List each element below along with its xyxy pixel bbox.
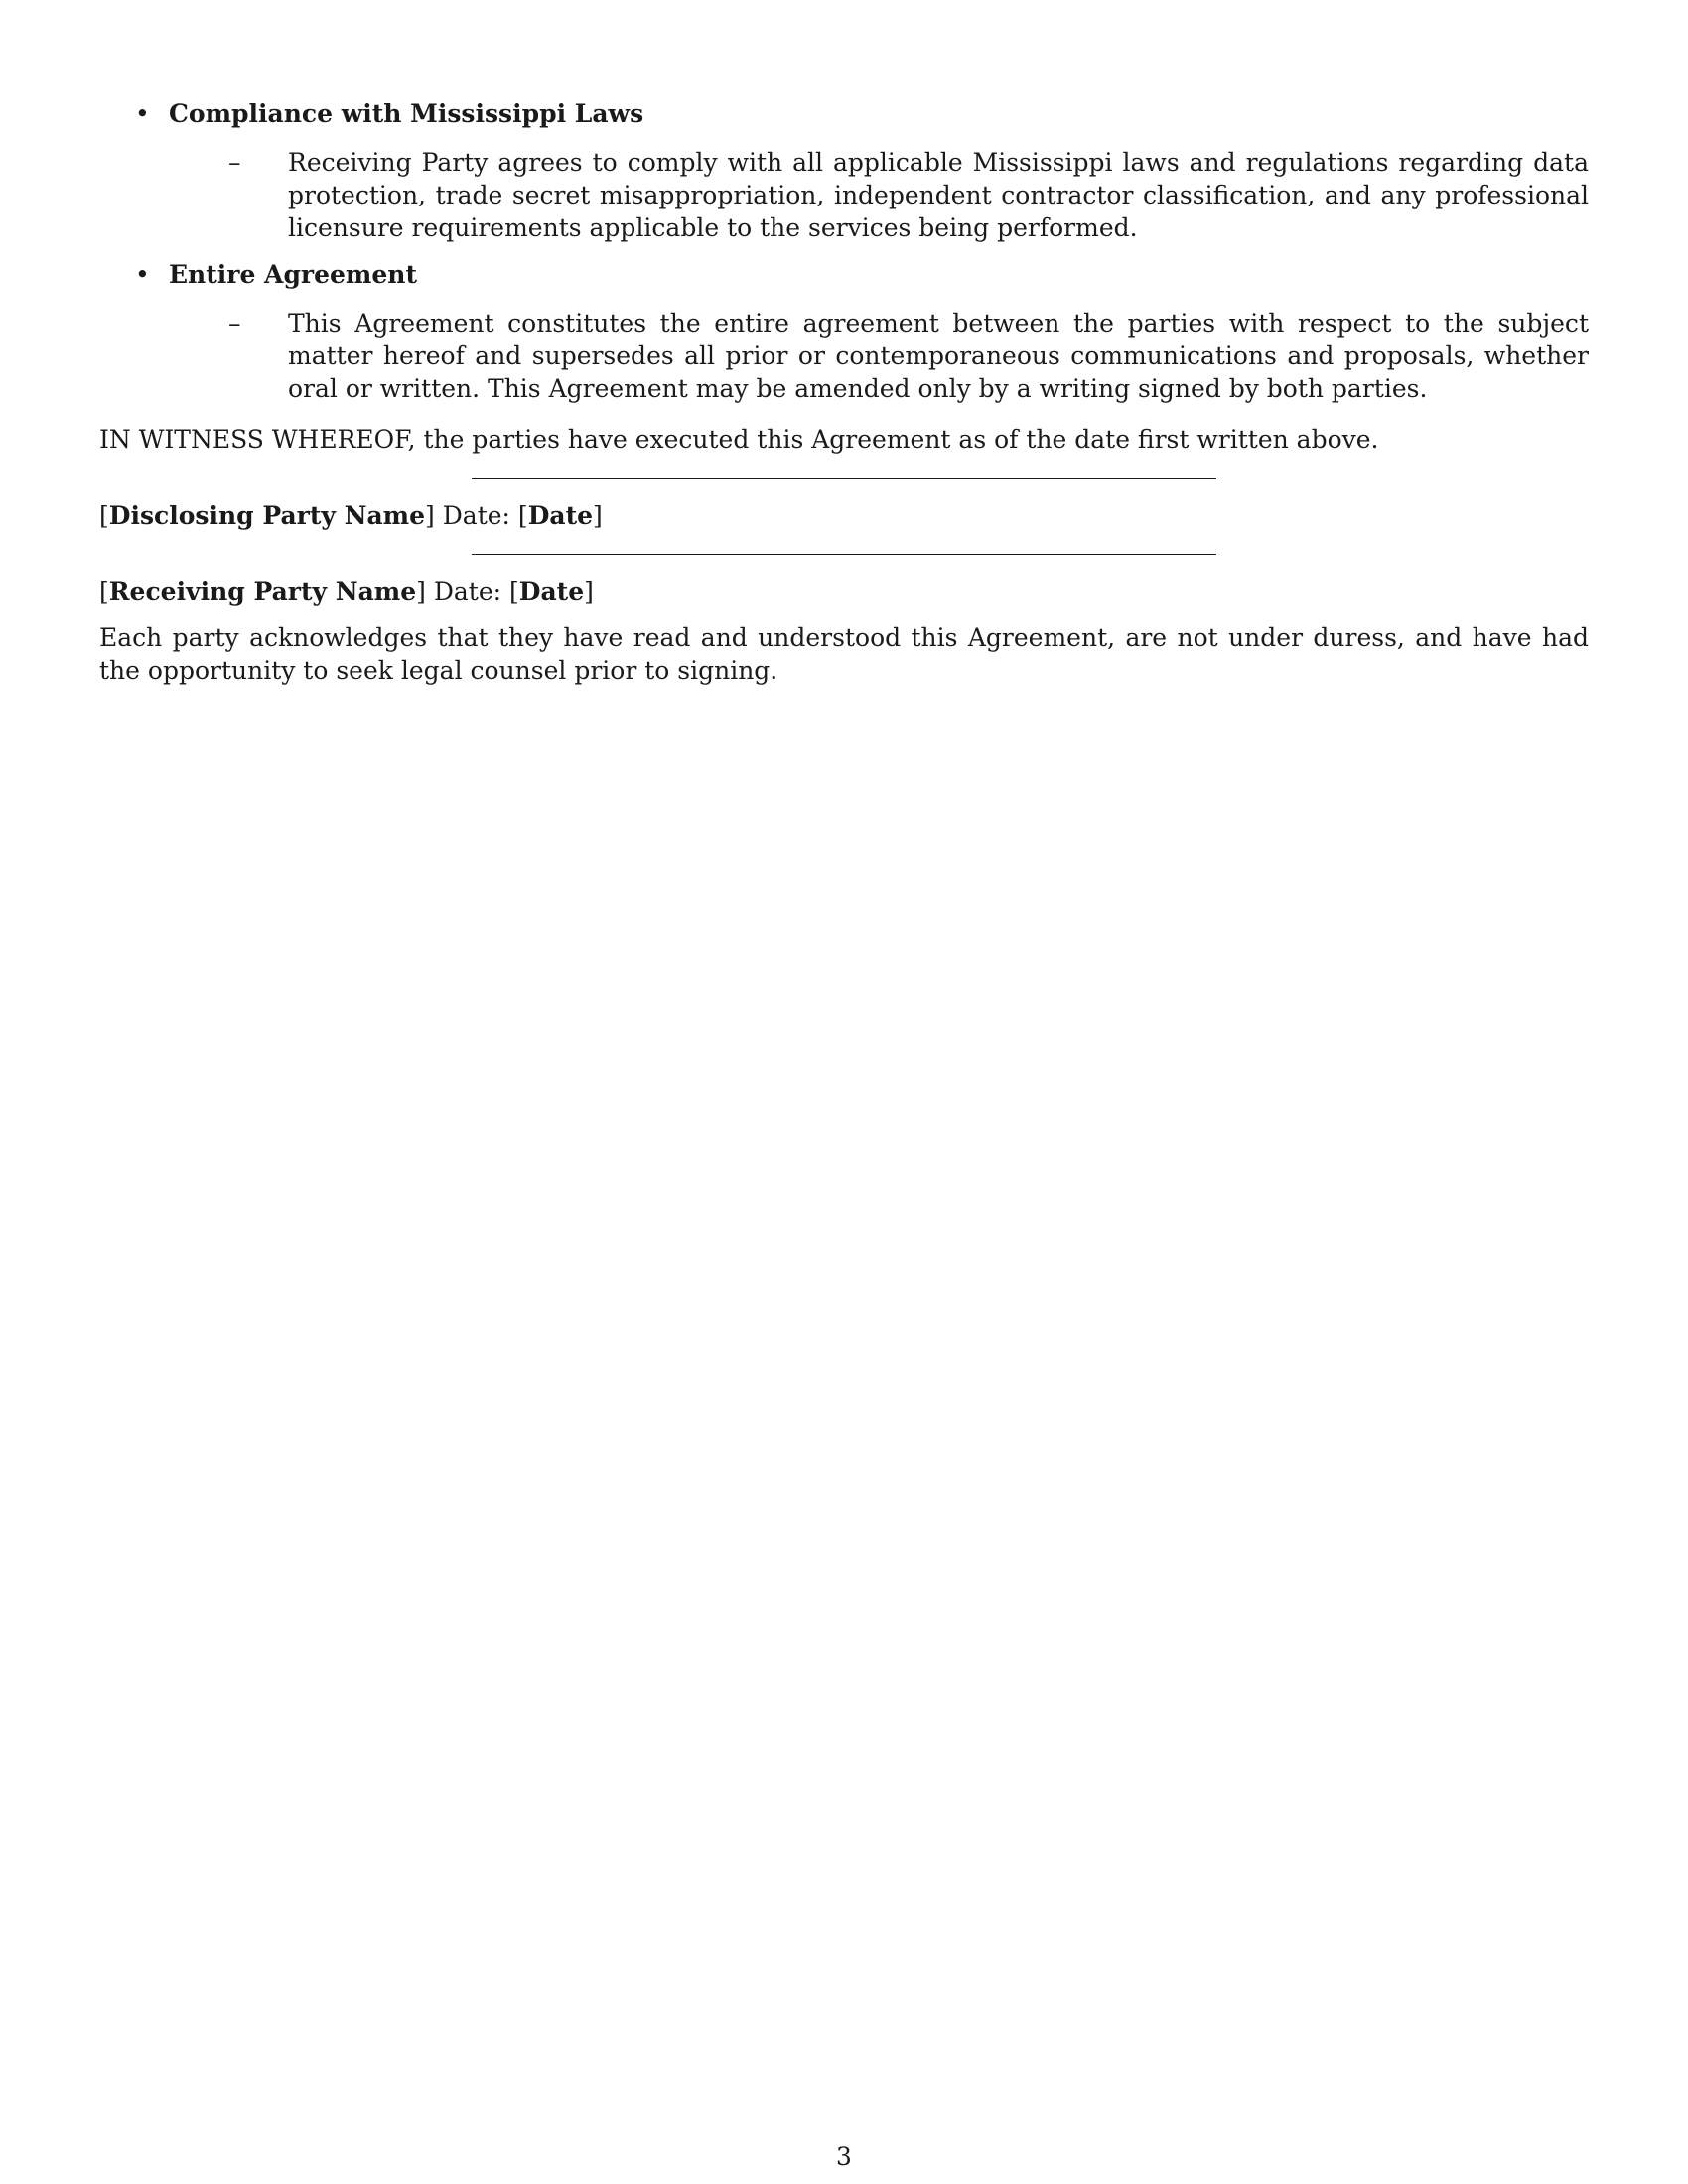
section-compliance [99, 97, 1589, 244]
signature-label [99, 575, 1589, 608]
sub-item-list [169, 307, 1589, 405]
dash-glyph: – [228, 309, 241, 338]
witness-statement: IN WITNESS WHEREOF, the parties have executed this Agreement as of the date first written above. [99, 425, 1379, 454]
document-body [99, 97, 1589, 712]
signature-block-receiving [99, 554, 1589, 608]
section-list [99, 97, 1589, 405]
date-label: Date: [433, 577, 502, 606]
signature-line [472, 554, 1216, 555]
bracket: [ [99, 577, 109, 606]
bullet-glyph: • [135, 99, 150, 128]
signature-label [99, 499, 1589, 532]
sub-item-list [169, 146, 1589, 244]
bullet-glyph: • [135, 260, 150, 289]
bracket: [ [99, 501, 109, 530]
bracket: ] [416, 577, 426, 606]
date-placeholder: Date [518, 577, 585, 606]
party-name: Disclosing Party Name [108, 501, 426, 530]
signature-line [472, 478, 1216, 479]
sub-item-text: Receiving Party agrees to comply with all applicable Mississippi laws and regulations regarding data protection, trade secret misappropriation, independent contractor classification, and any professional licensure requirements applicable to the services being performed. [288, 148, 1589, 242]
bracket: [ [509, 577, 519, 606]
signature-block-disclosing [99, 478, 1589, 532]
sub-item [228, 146, 1589, 244]
bracket: ] [425, 501, 435, 530]
section-title: Entire Agreement [169, 260, 417, 289]
bracket: [ [517, 501, 528, 530]
bracket: ] [593, 501, 603, 530]
page-number: 3 [836, 2142, 852, 2171]
acknowledgement-paragraph: Each party acknowledges that they have read and understood this Agreement, are not under duress, and have had the opportunity to seek legal counsel prior to signing. [99, 623, 1589, 685]
section-title: Compliance with Mississippi Laws [169, 99, 644, 128]
sub-item-text: This Agreement constitutes the entire agreement between the parties with respect to the subject matter hereof and supersedes all prior or contemporaneous communications and proposals, whether oral or written. This Agreement may be amended only by a writing signed by both parties. [288, 309, 1589, 403]
section-entire-agreement [99, 258, 1589, 405]
party-name: Receiving Party Name [108, 577, 417, 606]
date-placeholder: Date [527, 501, 594, 530]
bracket: ] [584, 577, 594, 606]
dash-glyph: – [228, 148, 241, 177]
sub-item [228, 307, 1589, 405]
date-label: Date: [442, 501, 510, 530]
